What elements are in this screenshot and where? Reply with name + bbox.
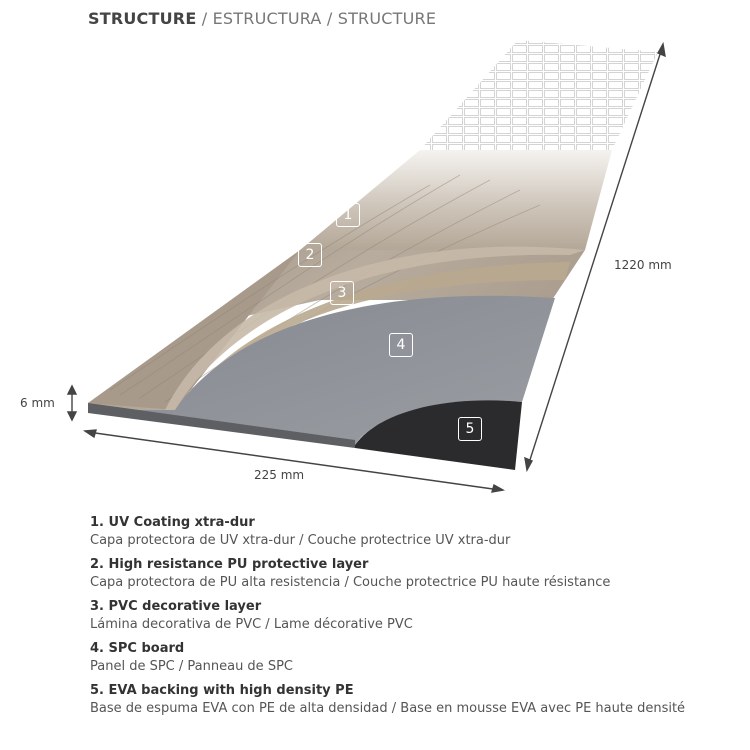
legend-name-4: 4. SPC board: [90, 641, 185, 656]
legend-name-5: 5. EVA backing with high density PE: [90, 683, 354, 698]
legend-item-3: [90, 598, 740, 634]
legend-name-1: 1. UV Coating xtra-dur: [90, 515, 255, 530]
badge-3: 3: [330, 281, 354, 305]
legend-desc-4: Panel de SPC / Panneau de SPC: [90, 659, 293, 674]
uv-grid-area: [420, 40, 658, 150]
legend-desc-5: Base de espuma EVA con PE de alta densidad / Base en mousse EVA avec PE haute densité: [90, 701, 686, 716]
legend-item-1: [90, 514, 740, 550]
badge-4: 4: [389, 333, 413, 357]
legend-item-5: [90, 682, 740, 718]
legend-name-3: 3. PVC decorative layer: [90, 599, 262, 614]
layer-legend: [90, 514, 740, 724]
dim-length: 1220 mm: [614, 258, 672, 272]
legend-item-2: [90, 556, 740, 592]
legend-name-2: 2. High resistance PU protective layer: [90, 557, 369, 572]
title-bold: STRUCTURE: [88, 9, 197, 28]
legend-desc-1: Capa protectora de UV xtra-dur / Couche protectrice UV xtra-dur: [90, 533, 511, 548]
dim-thickness: 6 mm: [20, 396, 55, 410]
dim-width: 225 mm: [254, 468, 305, 482]
legend-desc-2: Capa protectora de PU alta resistencia / Couche protectrice PU haute résistance: [90, 575, 611, 590]
legend-item-4: [90, 640, 740, 676]
thickness-arrow: [68, 386, 76, 420]
badge-2: 2: [298, 243, 322, 267]
badge-1: 1: [336, 203, 360, 227]
badge-5: 5: [458, 417, 482, 441]
legend-desc-3: Lámina decorativa de PVC / Lame décorative PVC: [90, 617, 413, 632]
title-rest: / ESTRUCTURA / STRUCTURE: [196, 9, 437, 28]
